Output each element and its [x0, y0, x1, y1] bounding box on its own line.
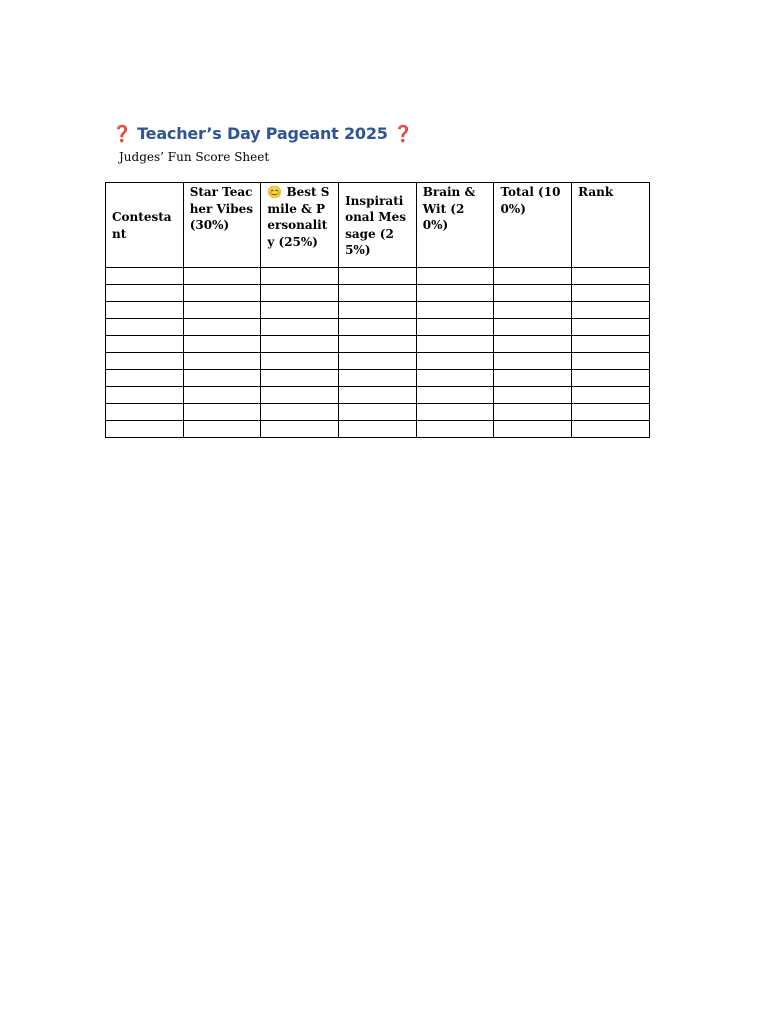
score-cell[interactable] — [339, 404, 417, 421]
score-cell[interactable] — [183, 404, 261, 421]
score-cell[interactable] — [106, 370, 184, 387]
score-cell[interactable] — [183, 302, 261, 319]
score-cell[interactable] — [494, 421, 572, 438]
score-cell[interactable] — [261, 421, 339, 438]
table-row — [106, 268, 650, 285]
score-cell[interactable] — [106, 285, 184, 302]
score-cell[interactable] — [494, 387, 572, 404]
score-cell[interactable] — [339, 353, 417, 370]
header-contestant: Contestant — [106, 183, 184, 268]
score-cell[interactable] — [339, 302, 417, 319]
score-cell[interactable] — [261, 387, 339, 404]
header-inspirational-message: Inspirational Message (25%) — [339, 183, 417, 268]
score-cell[interactable] — [572, 302, 650, 319]
score-cell[interactable] — [572, 319, 650, 336]
score-cell[interactable] — [572, 285, 650, 302]
header-best-smile-personality: 😊 Best Smile & Personality (25%) — [261, 183, 339, 268]
score-cell[interactable] — [339, 319, 417, 336]
score-cell[interactable] — [416, 319, 494, 336]
score-cell[interactable] — [106, 421, 184, 438]
score-cell[interactable] — [494, 404, 572, 421]
score-cell[interactable] — [183, 336, 261, 353]
score-cell[interactable] — [261, 353, 339, 370]
score-cell[interactable] — [106, 302, 184, 319]
score-cell[interactable] — [572, 404, 650, 421]
table-row — [106, 302, 650, 319]
score-cell[interactable] — [261, 285, 339, 302]
header-total: Total (100%) — [494, 183, 572, 268]
score-cell[interactable] — [261, 404, 339, 421]
table-row — [106, 319, 650, 336]
table-row — [106, 370, 650, 387]
score-cell[interactable] — [183, 319, 261, 336]
score-cell[interactable] — [183, 370, 261, 387]
score-cell[interactable] — [183, 285, 261, 302]
score-cell[interactable] — [572, 421, 650, 438]
score-cell[interactable] — [494, 353, 572, 370]
score-cell[interactable] — [416, 285, 494, 302]
score-cell[interactable] — [106, 268, 184, 285]
score-cell[interactable] — [261, 302, 339, 319]
score-cell[interactable] — [261, 319, 339, 336]
score-cell[interactable] — [106, 353, 184, 370]
score-cell[interactable] — [183, 421, 261, 438]
score-cell[interactable] — [339, 421, 417, 438]
score-cell[interactable] — [416, 268, 494, 285]
score-cell[interactable] — [572, 268, 650, 285]
score-cell[interactable] — [339, 336, 417, 353]
score-cell[interactable] — [339, 370, 417, 387]
score-cell[interactable] — [494, 268, 572, 285]
header-star-teacher-vibes: Star Teacher Vibes (30%) — [183, 183, 261, 268]
score-cell[interactable] — [183, 353, 261, 370]
score-cell[interactable] — [416, 387, 494, 404]
score-cell[interactable] — [339, 387, 417, 404]
score-cell[interactable] — [416, 421, 494, 438]
table-body — [106, 268, 650, 438]
score-cell[interactable] — [494, 370, 572, 387]
score-cell[interactable] — [183, 268, 261, 285]
score-cell[interactable] — [572, 336, 650, 353]
score-cell[interactable] — [416, 370, 494, 387]
score-cell[interactable] — [416, 336, 494, 353]
score-cell[interactable] — [572, 370, 650, 387]
score-cell[interactable] — [494, 336, 572, 353]
score-cell[interactable] — [106, 336, 184, 353]
header-brain-wit: Brain & Wit (20%) — [416, 183, 494, 268]
score-cell[interactable] — [261, 336, 339, 353]
score-cell[interactable] — [261, 268, 339, 285]
score-cell[interactable] — [572, 387, 650, 404]
score-cell[interactable] — [106, 319, 184, 336]
score-sheet-table — [105, 182, 650, 438]
table-row — [106, 285, 650, 302]
table-header-row — [106, 183, 650, 268]
score-cell[interactable] — [339, 268, 417, 285]
document-subtitle: Judges’ Fun Score Sheet — [119, 150, 270, 164]
header-rank: Rank — [572, 183, 650, 268]
score-cell[interactable] — [572, 353, 650, 370]
score-cell[interactable] — [494, 302, 572, 319]
score-cell[interactable] — [416, 302, 494, 319]
score-cell[interactable] — [416, 353, 494, 370]
table-row — [106, 336, 650, 353]
table-row — [106, 404, 650, 421]
score-cell[interactable] — [494, 319, 572, 336]
table-row — [106, 421, 650, 438]
score-cell[interactable] — [106, 387, 184, 404]
score-cell[interactable] — [261, 370, 339, 387]
score-cell[interactable] — [183, 387, 261, 404]
score-cell[interactable] — [416, 404, 494, 421]
table-row — [106, 387, 650, 404]
score-cell[interactable] — [494, 285, 572, 302]
document-title: ❓ Teacher’s Day Pageant 2025 ❓ — [112, 124, 413, 143]
score-cell[interactable] — [339, 285, 417, 302]
table-row — [106, 353, 650, 370]
score-cell[interactable] — [106, 404, 184, 421]
